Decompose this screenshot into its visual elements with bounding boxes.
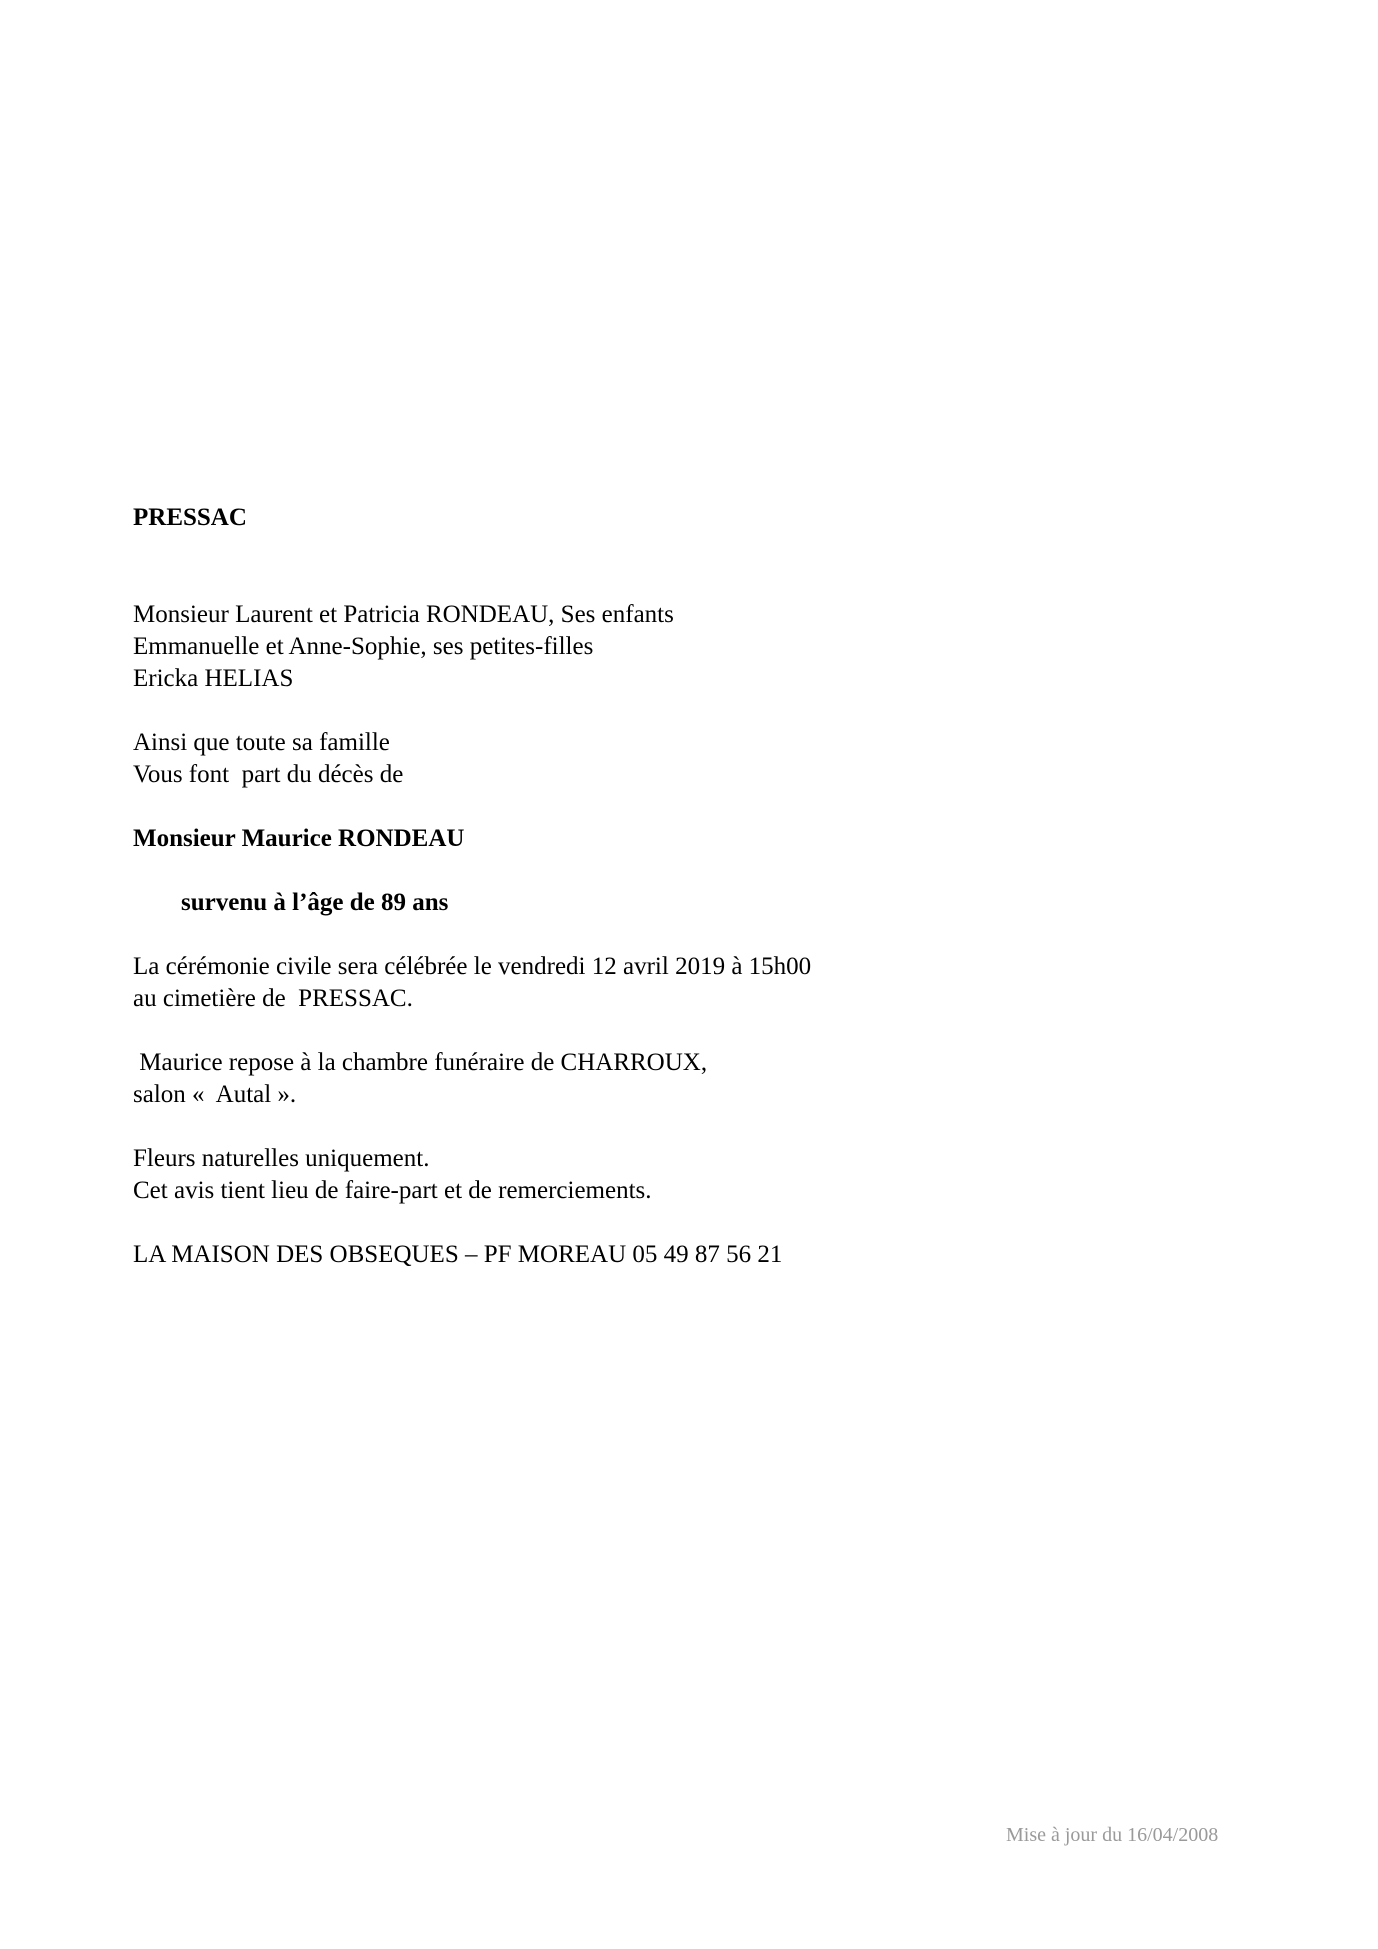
rest-place-line-1: Maurice repose à la chambre funéraire de CHARROUX, [133, 1049, 708, 1076]
ceremony-line-1: La cérémonie civile sera célébrée le vendredi 12 avril 2019 à 15h00 [133, 953, 812, 980]
update-date-note: Mise à jour du 16/04/2008 [1006, 1824, 1219, 1846]
deceased-name: Monsieur Maurice RONDEAU [133, 825, 465, 852]
closing-line-2: Cet avis tient lieu de faire-part et de remerciements. [133, 1177, 652, 1204]
family-line-2: Emmanuelle et Anne-Sophie, ses petites-filles [133, 633, 594, 660]
announcement-line-1: Ainsi que toute sa famille [133, 729, 390, 756]
family-line-3: Ericka HELIAS [133, 665, 294, 692]
rest-place-line-2: salon « Autal ». [133, 1081, 297, 1108]
announcement-line-2: Vous font part du décès de [133, 761, 404, 788]
age-line: survenu à l’âge de 89 ans [181, 889, 449, 916]
closing-line-1: Fleurs naturelles uniquement. [133, 1145, 430, 1172]
place-heading: PRESSAC [133, 504, 247, 531]
family-line-1: Monsieur Laurent et Patricia RONDEAU, Ses enfants [133, 601, 674, 628]
funeral-home-contact: LA MAISON DES OBSEQUES – PF MOREAU 05 49 87 56 21 [133, 1241, 783, 1268]
ceremony-line-2: au cimetière de PRESSAC. [133, 985, 413, 1012]
